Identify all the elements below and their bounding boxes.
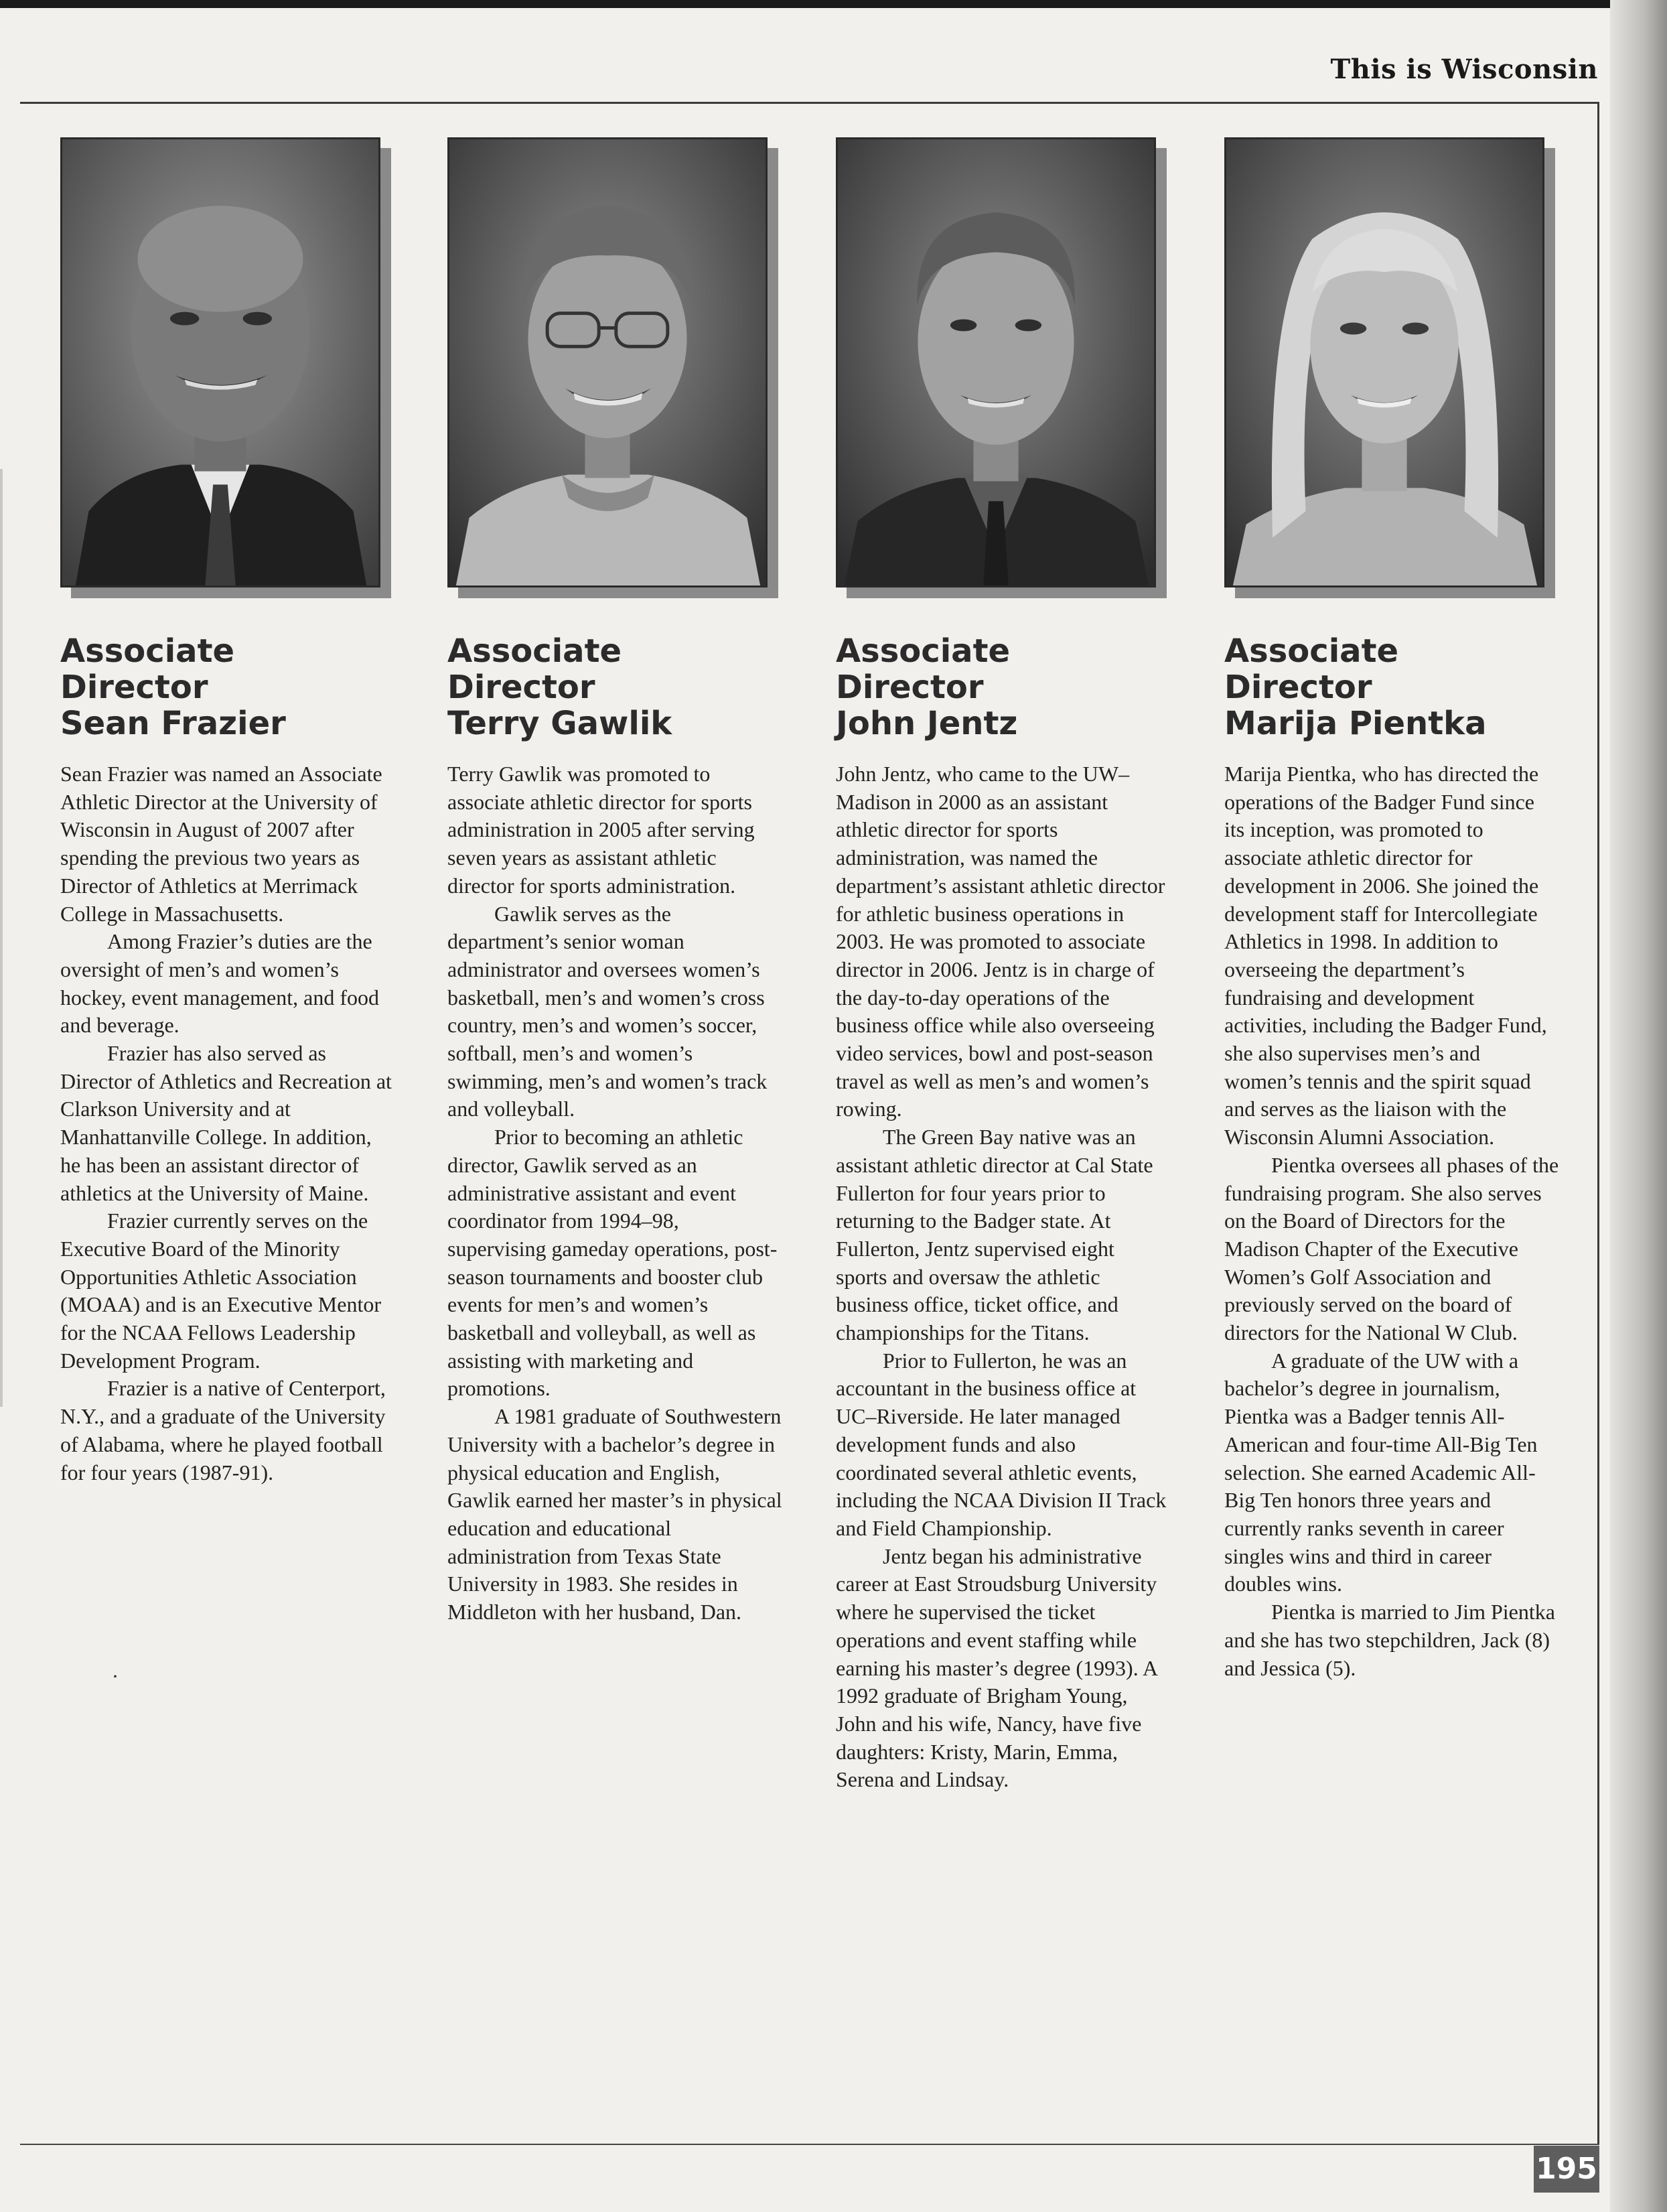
profile-title — [836, 633, 1171, 742]
header-rule — [20, 102, 1599, 104]
page-number: 195 — [1534, 2146, 1599, 2193]
bio-paragraph: Sean Frazier was named an Associate Athletic Director at the University of Wisconsin in August of 2007 after spending the previous two years as Director of Athletics at Merrimack College in Massachusetts. — [60, 762, 382, 926]
bio-paragraph: Marija Pientka, who has directed the operations of the Badger Fund since its inception, was promoted to associate athletic director for development in 2006. She joined the development staff for Intercollegiate Athletics in 1998. In addition to overseeing the department’s fundraising and development activities, including the Badger Fund, she also supervises men’s and women’s tennis and the spirit squad and serves as the liaison with the Wisconsin Alumni Association. — [1224, 762, 1547, 1150]
profile-name: John Jentz — [836, 705, 1018, 742]
title-line-1: Associate — [60, 632, 235, 670]
page-left-edge — [0, 469, 3, 1407]
bio-paragraph: Among Frazier’s duties are the oversight of men’s and women’s hockey, event management, and food and beverage. — [60, 929, 379, 1038]
bio-paragraph: Jentz began his administrative career at East Stroudsburg University where he supervised the ticket operations and event staffing while earning his master’s degree (1993). A 1992 graduate of Brigham Young, John and his wife, Nancy, have five daughters: Kristy, Marin, Emma, Serena and Lindsay. — [836, 1543, 1157, 1792]
frame-right-rule — [1597, 102, 1599, 2145]
title-line-2: Director — [447, 669, 595, 706]
bio-paragraph: Prior to becoming an athletic director, Gawlik served as an administrative assistant and event coordinator from 1994–98, supervising gameday operations, post-season tournaments and booster club events for men’s and women’s basketball and volleyball, as well as assisting with marketing and promotions. — [447, 1125, 778, 1401]
title-line-2: Director — [60, 669, 208, 706]
profile-bio — [447, 760, 782, 1627]
bio-paragraph: Gawlik serves as the department’s senior woman administrator and oversees women’s basketball, men’s and women’s cross country, men’s and women’s soccer, softball, men’s and women’s swimming, men’s and women’s track and volleyball. — [447, 901, 768, 1121]
profile-bio — [60, 760, 395, 1487]
bio-paragraph: Frazier currently serves on the Executive Board of the Minority Opportunities Athletic Association (MOAA) and is an Executive Mentor for the NCAA Fellows Leadership Development Program. — [60, 1208, 381, 1373]
portrait-photo-icon — [60, 137, 380, 587]
bio-paragraph: Frazier has also served as Director of Athletics and Recreation at Clarkson University and at Manhattanville College. In addition, he has been an assistant director of athletics at the University of Maine. — [60, 1041, 392, 1205]
bio-paragraph: A graduate of the UW with a bachelor’s degree in journalism, Pientka was a Badger tennis All-American and four-time All-Big Ten selection. She earned Academic All-Big Ten honors three years and currently ranks seventh in career singles wins and third in career doubles wins. — [1224, 1348, 1538, 1596]
profile-title — [447, 633, 782, 742]
profile-bio — [836, 760, 1171, 1794]
section-header-title: This is Wisconsin — [1330, 54, 1598, 85]
bio-paragraph: Frazier is a native of Centerport, N.Y., and a graduate of the University of Alabama, where he played football for four years (1987-91). — [60, 1376, 386, 1484]
profile-name: Terry Gawlik — [447, 705, 672, 742]
frame-bottom-rule — [20, 2144, 1599, 2145]
portrait-photo-icon — [1224, 137, 1544, 587]
bio-paragraph: Pientka oversees all phases of the fundraising program. She also serves on the Board of Directors for the Madison Chapter of the Executive Women’s Golf Association and previously served on the board of directors for the National W Club. — [1224, 1152, 1559, 1345]
title-line-2: Director — [1224, 669, 1372, 706]
portrait-photo-icon — [447, 137, 768, 587]
title-line-1: Associate — [447, 632, 622, 670]
bio-paragraph: John Jentz, who came to the UW–Madison in 2000 as an assistant athletic director for sports administration, was named the department’s assistant athletic director for athletic business operations in 2003. He was promoted to associate director in 2006. Jentz is in charge of the day-to-day operations of the business office while also overseeing video services, bowl and post-season travel as well as men’s and women’s rowing. — [836, 762, 1165, 1121]
bio-paragraph: The Green Bay native was an assistant athletic director at Cal State Fullerton for four years prior to returning to the Badger state. At Fullerton, Jentz supervised eight sports and oversaw the athletic business office, ticket office, and championships for the Titans. — [836, 1125, 1153, 1345]
bio-paragraph: Prior to Fullerton, he was an accountant in the business office at UC–Riverside. He later managed development funds and also coordinated several athletic events, including the NCAA Division II Track and Field Championship. — [836, 1348, 1167, 1540]
bio-paragraph: Terry Gawlik was promoted to associate athletic director for sports administration in 2005 after serving seven years as assistant athletic director for sports administration. — [447, 762, 755, 898]
profile-name: Marija Pientka — [1224, 705, 1487, 742]
profile-title — [60, 633, 395, 742]
title-line-2: Director — [836, 669, 984, 706]
page-binding-shadow — [1610, 0, 1667, 2212]
profile-name: Sean Frazier — [60, 705, 286, 742]
title-line-1: Associate — [1224, 632, 1399, 670]
title-line-1: Associate — [836, 632, 1011, 670]
bio-paragraph: Pientka is married to Jim Pientka and she has two stepchildren, Jack (8) and Jessica (5). — [1224, 1600, 1555, 1680]
bio-paragraph: A 1981 graduate of Southwestern University with a bachelor’s degree in physical education and English, Gawlik earned her master’s in physical education and educational administration from Texas State University in 1983. She resides in Middleton with her husband, Dan. — [447, 1404, 782, 1625]
profile-bio — [1224, 760, 1559, 1682]
portrait-photo-icon — [836, 137, 1156, 587]
stray-mark: . — [113, 1658, 118, 1682]
profile-title — [1224, 633, 1559, 742]
page-top-edge — [0, 0, 1667, 8]
